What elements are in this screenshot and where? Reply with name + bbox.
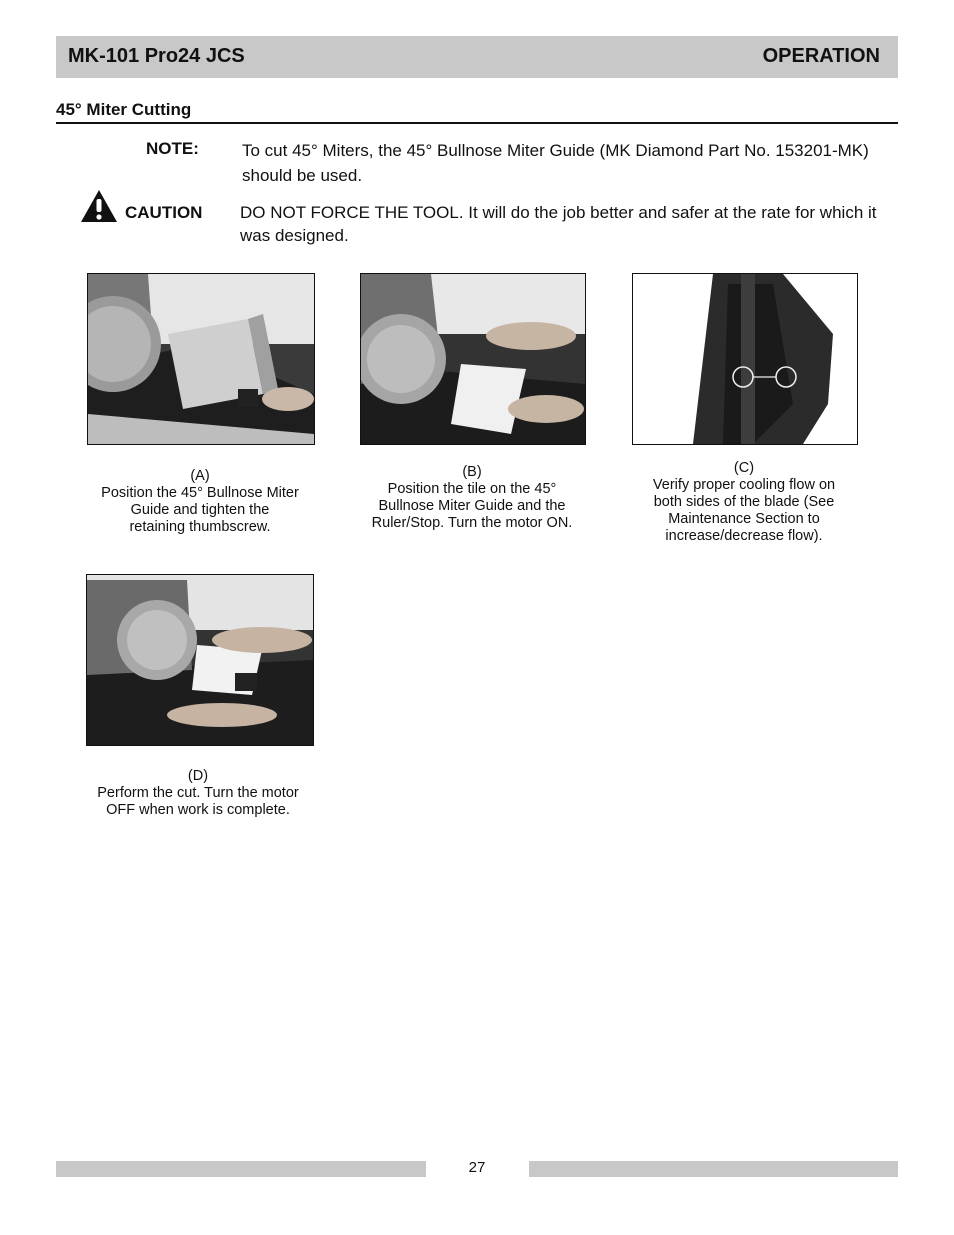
caption-a [84,468,316,536]
caption-a-line: Position the 45° Bullnose Miter [101,485,299,501]
caption-a-line: retaining thumbscrew. [129,519,271,535]
photo-d-perform-cut [86,574,314,746]
caption-a-line: Guide and tighten the [130,502,270,518]
caption-c-line: increase/decrease flow). [665,528,823,544]
caption-d [82,768,314,819]
caption-b-line: Bullnose Miter Guide and the [378,498,566,514]
warning-triangle-icon [80,189,118,223]
section-title: 45° Miter Cutting [56,100,192,119]
photo-a-miter-guide [87,273,315,445]
caption-b-letter: (B) [462,464,482,480]
footer-bar-right [529,1161,898,1177]
caption-c-line: Verify proper cooling flow on [652,477,836,493]
caption-b-line: Position the tile on the 45° [387,481,557,497]
caption-d-line: Perform the cut. Turn the motor [97,785,299,801]
caption-d-line: OFF when work is complete. [106,802,290,818]
caption-c-line: Maintenance Section to [668,511,820,527]
photo-b-position-tile [360,273,586,445]
caption-c [628,460,860,545]
header-bar [56,36,898,78]
caption-c-line: both sides of the blade (See [653,494,835,510]
manual-model-title: MK-101 Pro24 JCS [68,45,245,67]
caution-label: CAUTION [125,203,203,222]
section-heading: OPERATION [762,45,880,67]
caption-b-line: Ruler/Stop. Turn the motor ON. [371,515,573,531]
caption-d-letter: (D) [187,768,209,784]
page-number: 27 [468,1159,486,1176]
section-divider [56,122,898,124]
caution-text: DO NOT FORCE THE TOOL. It will do the job better and safer at the rate for which it was designed. [240,203,877,245]
photo-c-cooling-flow [632,273,858,445]
caption-c-letter: (C) [733,460,755,476]
caption-a-letter: (A) [190,468,210,484]
note-label: NOTE: [146,139,199,158]
footer-bar-left [56,1161,426,1177]
note-text: To cut 45° Miters, the 45° Bullnose Miter Guide (MK Diamond Part No. 153201-MK) should be used. [242,141,869,185]
caption-b [356,464,588,532]
